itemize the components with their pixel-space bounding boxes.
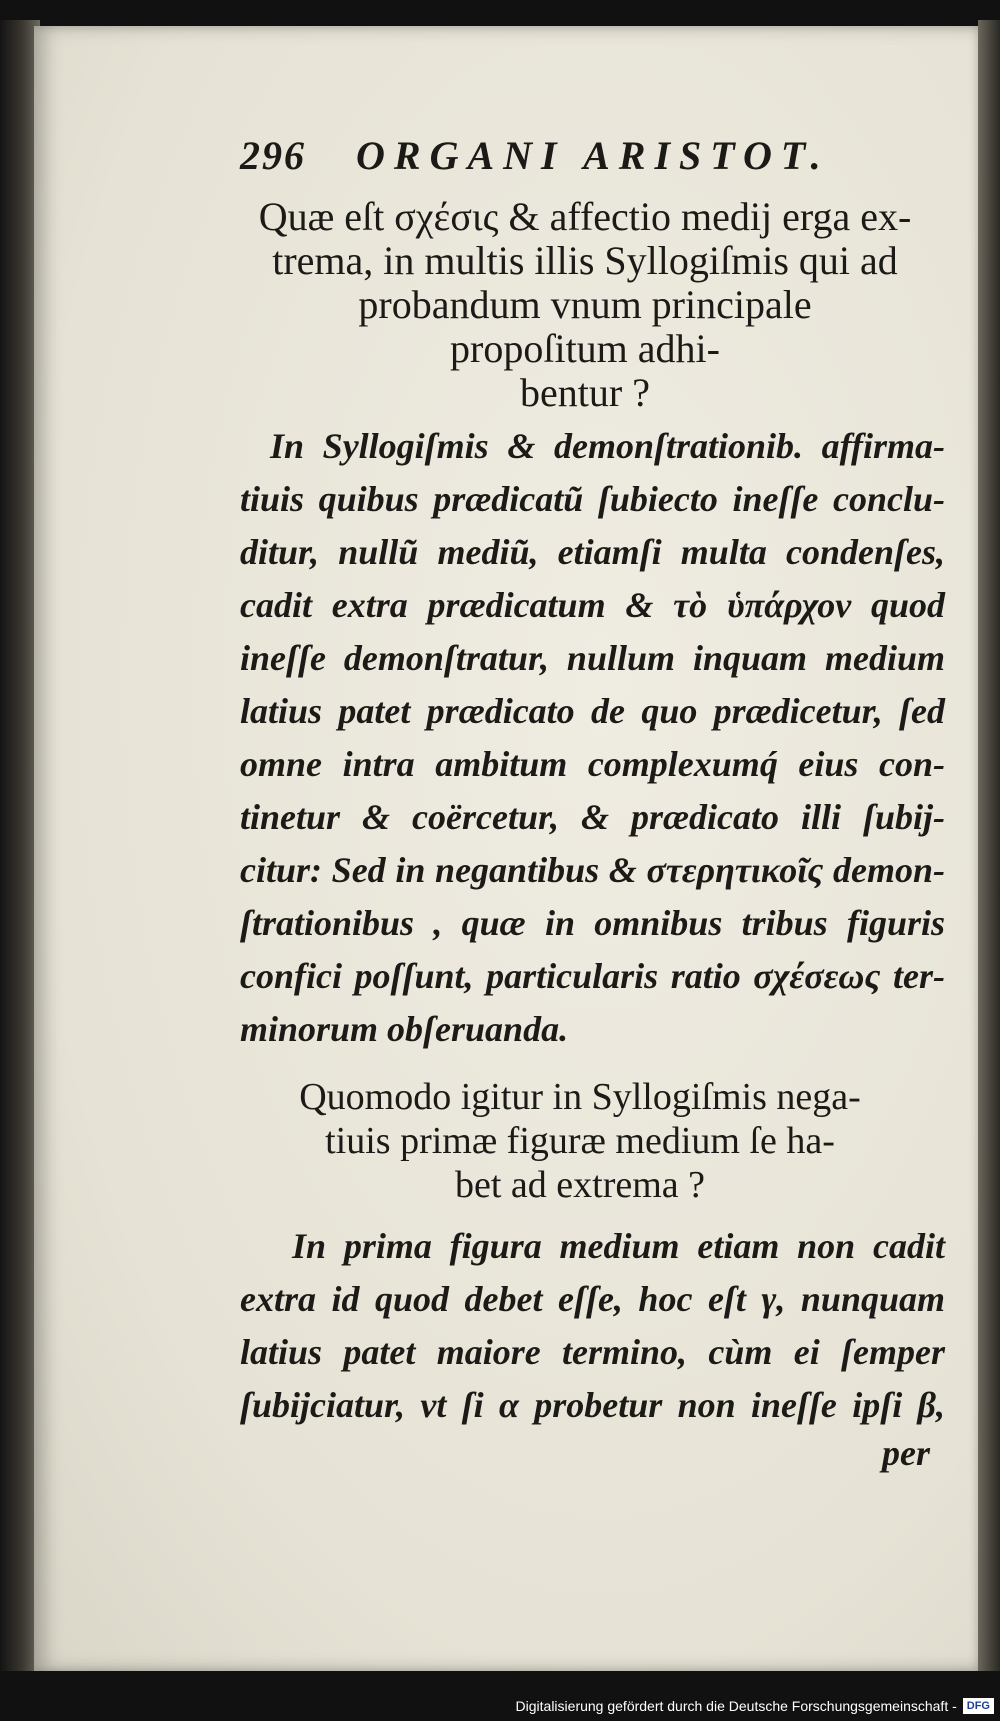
text-line: ineſſe demonſtratur, nullum inquam medium — [240, 638, 945, 678]
text-line: cadit extra prædicatum & τὸ ὑπάρχον quod — [240, 585, 945, 625]
text-line: In prima figura medium etiam non cadit — [292, 1226, 945, 1266]
heading-line: probandum vnum principale — [358, 282, 812, 327]
text-line: tiuis quibus prædicatũ ſubiecto ineſſe conclu- — [240, 479, 945, 519]
text-line: ditur, nullũ mediũ, etiamſi multa condenſes, — [240, 532, 945, 572]
question-heading-2 — [240, 1075, 920, 1207]
text-line: ſubijciatur, vt ſi α probetur non ineſſe ipſi β, — [240, 1385, 945, 1425]
heading-line: bentur ? — [520, 370, 650, 415]
dfg-logo: DFG — [963, 1698, 994, 1714]
credit-text: Digitalisierung gefördert durch die Deutsche Forschungsgemeinschaft - — [515, 1698, 957, 1714]
answer-paragraph-2 — [240, 1220, 945, 1432]
text-line: extra id quod debet eſſe, hoc eſt γ, nunquam — [240, 1279, 945, 1319]
page-number: 296 — [240, 133, 306, 178]
page-header — [240, 132, 900, 192]
running-head: ORGANI ARISTOT. — [356, 133, 830, 178]
heading-line: bet ad extrema ? — [454, 1164, 706, 1206]
page-edge — [978, 20, 1000, 1680]
answer-paragraph-1 — [240, 420, 945, 1056]
text-line: citur: Sed in negantibus & στερητικοῖς demon- — [240, 850, 945, 890]
question-heading-1 — [240, 195, 930, 415]
heading-line: Quæ eſt σχέσις & affectio medij erga ex- — [258, 194, 912, 239]
heading-line: Quomodo igitur in Syllogiſmis nega- — [299, 1076, 861, 1118]
text-line: minorum obſeruanda. — [240, 1009, 569, 1049]
text-line: latius patet prædicato de quo prædicetur, ſed — [240, 691, 945, 731]
heading-line: propoſitum adhi- — [450, 326, 720, 371]
heading-line: trema, in multis illis Syllogiſmis qui ad — [272, 238, 898, 283]
text-line: ſtrationibus , quæ in omnibus tribus figuris — [240, 903, 945, 943]
text-line: In Syllogiſmis & demonſtrationib. affirma- — [270, 426, 945, 466]
text-line: tinetur & coërcetur, & prædicato illi ſubij- — [240, 797, 945, 837]
digitization-credit — [516, 1695, 994, 1717]
text-line: omne intra ambitum complexumq́ eius con- — [240, 744, 945, 784]
text-line: confici poſſunt, particularis ratio σχέσεως ter- — [240, 956, 945, 996]
catchword: per — [882, 1433, 930, 1473]
text-line: latius patet maiore termino, cùm ei ſemper — [240, 1332, 945, 1372]
heading-line: tiuis primæ figuræ medium ſe ha- — [325, 1120, 835, 1162]
